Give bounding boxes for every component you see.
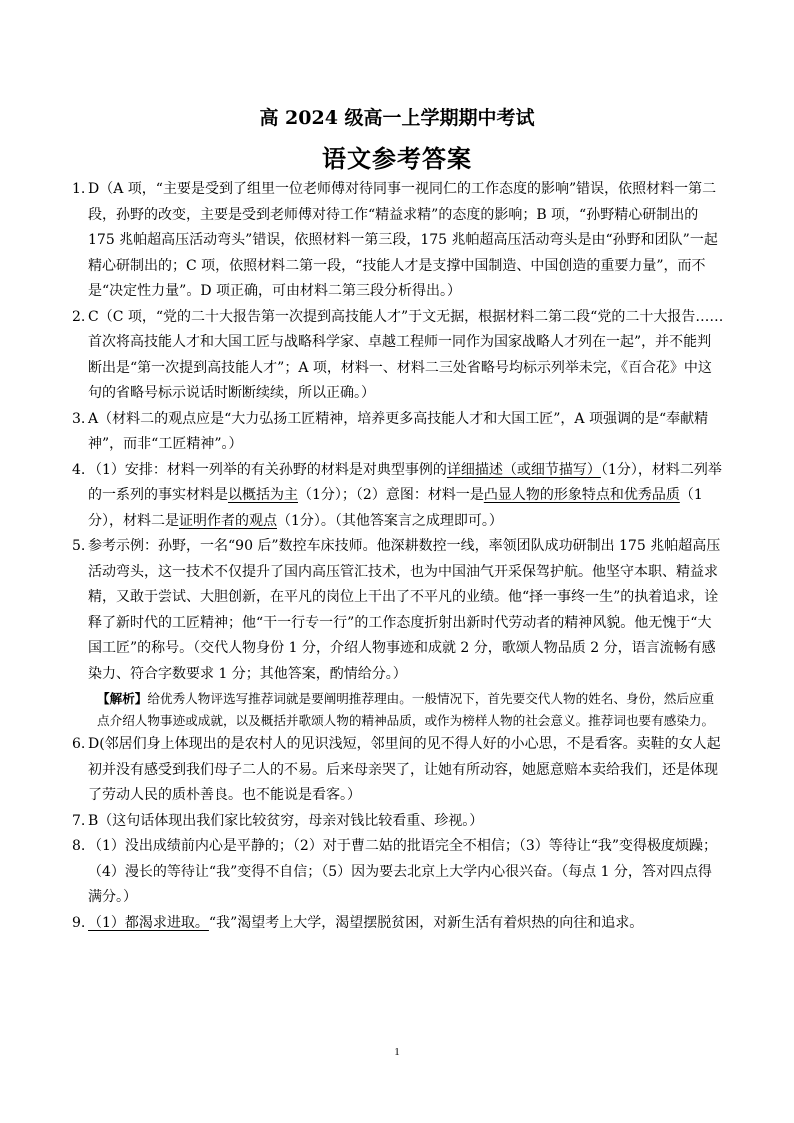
underlined-key-point: 详细描述（或细节描写） bbox=[446, 461, 601, 478]
answer-7 bbox=[72, 809, 724, 835]
underlined-key-point: 以概括为主 bbox=[228, 487, 298, 503]
answer-text: （1分）。（其他答案言之成理即可。） bbox=[277, 512, 503, 529]
answer-5 bbox=[72, 534, 724, 687]
answer-number: 6. bbox=[72, 736, 86, 752]
underlined-key-point: 证明作者的观点 bbox=[179, 512, 277, 529]
answer-1 bbox=[72, 177, 724, 305]
answer-number: 9. bbox=[72, 914, 86, 931]
answer-text: D(邻居们身上体现出的是农村人的见识浅短，邻里间的见不得人好的小心思，不是看客。卖鞋的女人起初并没有感受到我们母子二人的不易。后来母亲哭了，让她有所动容，她愿意赔本卖给我们，还是体现了劳动人民的质朴善良。也不能说是看客。） bbox=[88, 736, 721, 803]
answer-number: 2. bbox=[72, 308, 86, 325]
answer-9 bbox=[72, 911, 724, 937]
answer-text: （1分），材料二是 bbox=[88, 487, 703, 529]
answer-text: 参考示例：孙野，一名“90 后”数控车床技师。他深耕数控一线，率领团队成功研制出 175 兆帕超高压活动弯头，这一技术不仅提升了国内高压管汇技术，也为中国油气开采保驾护航。他坚守本职、精益求精，又敢于尝试、大胆创新，在平凡的岗位上干出了不平凡的业绩。他“择一事终一生”的执着追求，诠释了新时代的工匠精神；他“干一行专一行”的工作态度折射出新时代劳动者的精神风貌。他无愧于“大国工匠”的称号。（交代人物身份 1 分，介绍人物事迹和成就 2 分，歌颂人物品质 2 分，语言流畅有感染力、符合字数要求 1 分；其他答案，酌情给分。） bbox=[88, 538, 721, 682]
underlined-key-point: （1）都渴求进取。 bbox=[88, 914, 209, 931]
answer-number: 3. bbox=[72, 410, 86, 427]
answer-number: 5. bbox=[72, 538, 86, 554]
answer-6 bbox=[72, 732, 724, 809]
page-number: 1 bbox=[394, 1046, 400, 1058]
answer-text: （1分），材料二列举的一系列的事实材料是 bbox=[88, 461, 722, 503]
answer-text: （1）安排：材料一列举的有关孙野的材料是对典型事例的 bbox=[88, 461, 447, 478]
analysis-text: 给优秀人物评选写推荐词就是要阐明推荐理由。一般情况下，首先要交代人物的姓名、身份，然后应重点介绍人物事迹或成就，以及概括并歌颂人物的精神品质，或作为榜样人物的社会意义。推荐词也要有感染力。 bbox=[97, 691, 715, 728]
page-title: 语文参考答案 bbox=[322, 144, 472, 173]
answer-list bbox=[72, 177, 724, 936]
answer-text: （1分）；（2）意图：材料一是 bbox=[298, 487, 484, 503]
answer-text: D（A 项，“主要是受到了组里一位老师傅对待同事一视同仁的工作态度的影响”错误，依照材料一第二段，孙野的改变，主要是受到老师傅对待工作“精益求精”的态度的影响；B 项，“孙野精心研制出的 175 兆帕超高压活动弯头”错误，依照材料一第三段，175 兆帕超高压活动弯头是由“孙野和团队”一起精心研制出的；C 项，依照材料二第一段，“技能人才是支撑中国制造、中国创造的重要力量”，而不是“决定性力量”。D 项正确，可由材料二第三段分析得出。） bbox=[88, 181, 718, 299]
answer-8 bbox=[72, 834, 724, 911]
answer-number: 4. bbox=[72, 461, 86, 478]
analysis-label: 【解析】 bbox=[97, 691, 148, 706]
answer-text: （1）没出成绩前内心是平静的；（2）对于曹二姑的批语完全不相信；（3）等待让“我”变得极度烦躁；（4）漫长的等待让“我”变得不自信；（5）因为要去北京上大学内心很兴奋。（每点 1 分，答对四点得满分。） bbox=[88, 838, 718, 905]
answer-2 bbox=[72, 305, 724, 407]
answer-text: A（材料二的观点应是“大力弘扬工匠精神，培养更多高技能人才和大国工匠”，A 项强调的是“奉献精神”，而非“工匠精神”。） bbox=[88, 410, 709, 452]
answer-number: 7. bbox=[72, 812, 86, 829]
answer-number: 1. bbox=[72, 181, 86, 197]
underlined-key-point: 凸显人物的形象特点和优秀品质 bbox=[483, 487, 680, 503]
answer-text: C（C 项，“党的二十大报告第一次提到高技能人才”于文无据，根据材料二第二段“党的二十大报告……首次将高技能人才和大国工匠与战略科学家、卓越工程师一同作为国家战略人才列在一起”，并不能判断出是“第一次提到高技能人才”；A 项，材料一、材料二三处省略号均标示列举未完，《百合花》中这句的省略号标示说话时断断续续，所以正确。） bbox=[88, 308, 724, 401]
analysis-note bbox=[72, 688, 724, 732]
answer-text: B（这句话体现出我们家比较贫穷，母亲对钱比较看重、珍视。） bbox=[88, 812, 484, 829]
exam-title: 高 2024 级高一上学期期中考试 bbox=[259, 107, 535, 129]
answer-number: 8. bbox=[72, 838, 86, 854]
answer-text: “我”渴望考上大学，渴望摆脱贫困，对新生活有着炽热的向往和追求。 bbox=[208, 914, 644, 931]
answer-3 bbox=[72, 407, 724, 458]
answer-4 bbox=[72, 458, 724, 535]
